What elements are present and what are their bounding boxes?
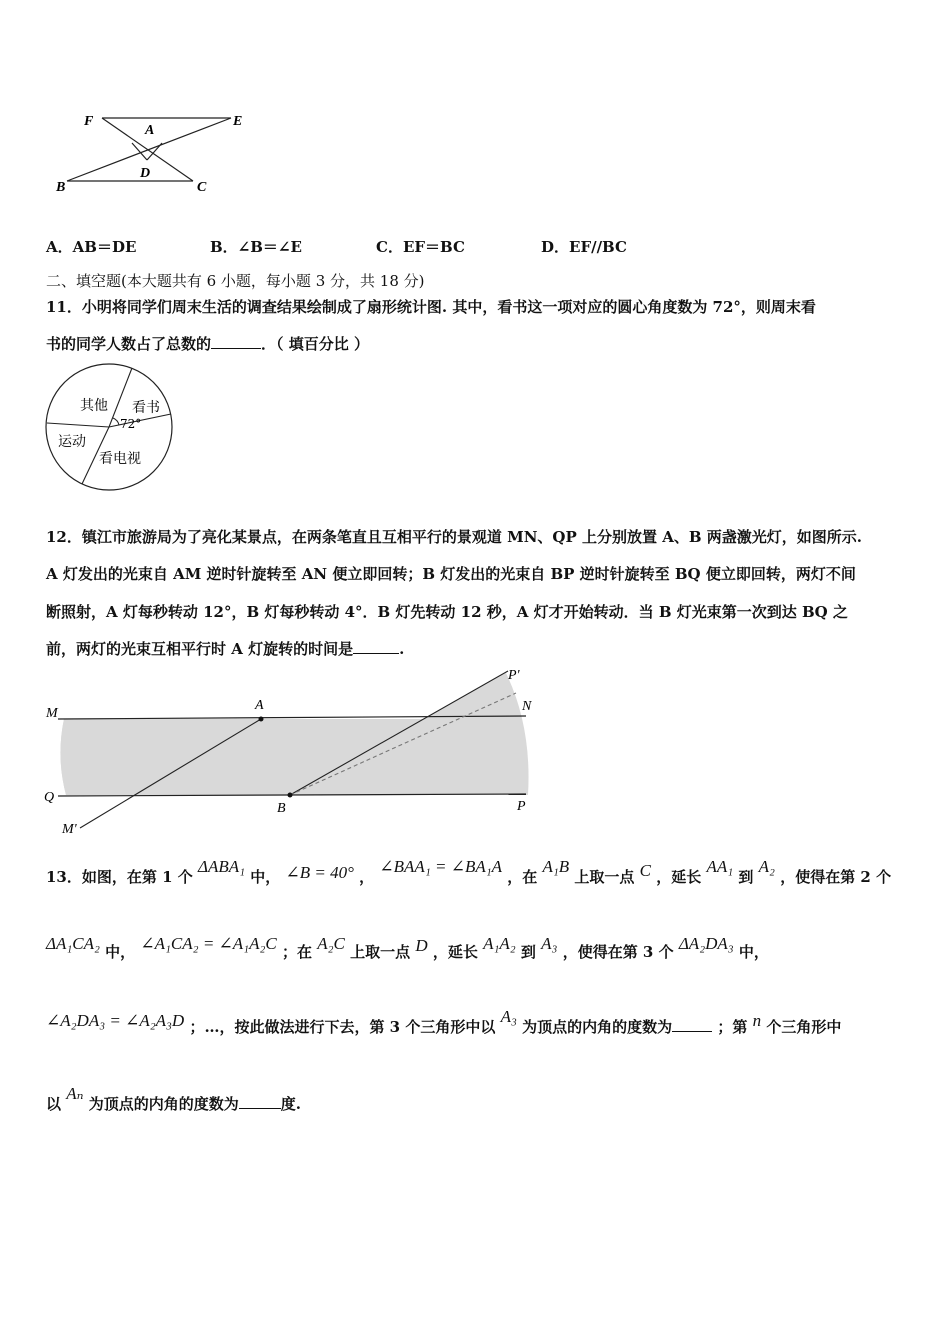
q13-l2-e: 到 (520, 943, 536, 961)
q13-l2-f3: A₂C (317, 934, 345, 953)
label-N: N (522, 699, 532, 714)
option-b: B．∠B＝∠E (210, 238, 302, 256)
q13-l3-a: ；…，按此做法进行下去，第 3 个三角形中以 (189, 1018, 496, 1036)
q12-line4b: . (399, 640, 405, 658)
q12-line3: 断照射，A 灯每秒转动 12°，B 灯每秒转动 4°．B 灯先转动 12 秒，A 灯才开始转动．当 B 灯光束第一次到达 BQ 之 (46, 603, 848, 621)
q13-l4-f1: Aₙ (66, 1084, 84, 1103)
label-P: P (517, 799, 526, 814)
q13-l2-f7: ΔA₂DA₃ (678, 934, 734, 953)
q13-l2-c: 上取一点 (350, 943, 411, 961)
section2-heading: 二、填空题(本大题共有 6 小题，每小题 3 分，共 18 分) (46, 272, 425, 290)
q13-l2-f2: ∠A₁CA₂ = ∠A₁A₂C (140, 934, 277, 953)
q13-l3-d: 个三角形中 (766, 1018, 842, 1036)
point-A (259, 717, 264, 722)
q13-l2-f1: ΔA₁CA₂ (46, 934, 100, 953)
label-Q: Q (44, 790, 55, 805)
option-a: A．AB＝DE (46, 238, 137, 256)
q13-l1-f7: A₂ (758, 857, 775, 876)
q12-answer-blank[interactable] (353, 639, 399, 654)
q13-l1-f1: ΔABA₁ (198, 857, 246, 876)
pie-label-tv: 看电视 (99, 451, 141, 467)
q13-l2-f5: A₁A₂ (483, 934, 516, 953)
q13-answer-blank-2[interactable] (239, 1094, 281, 1109)
q13-answer-blank-1[interactable] (672, 1017, 712, 1032)
label-C: C (197, 180, 207, 195)
q13-l1-e: 上取一点 (574, 868, 635, 886)
label-M-prime: M' (62, 822, 77, 837)
q12-line2: A 灯发出的光束自 AM 逆时针旋转至 AN 便立即回转；B 灯发出的光束自 BP 逆时针旋转至 BQ 便立即回转，两灯不间 (46, 565, 856, 583)
option-d: D．EF//BC (541, 238, 627, 256)
q13-l1-a: 13．如图，在第 1 个 (46, 868, 193, 886)
pie-label-angle: 72° (120, 417, 142, 431)
q13-line1 (46, 857, 892, 887)
pie-label-other: 其他 (80, 398, 108, 414)
label-E: E (233, 114, 243, 129)
q12-line1: 12．镇江市旅游局为了亮化某景点，在两条笔直且互相平行的景观道 MN、QP 上分别放置 A、B 两盏激光灯，如图所示. (46, 528, 862, 546)
q13-l2-f4: D (415, 936, 428, 955)
q13-l3-b: 为顶点的内角的度数为 (522, 1018, 673, 1036)
pie-label-read: 看书 (132, 400, 160, 416)
q13-l1-c: ， (359, 868, 375, 886)
q13-l1-b: 中， (250, 868, 281, 886)
q13-l1-h: 到 (738, 868, 754, 886)
q13-l3-c: ；第 (717, 1018, 748, 1036)
figure-q10 (50, 105, 260, 200)
q13-l4-a: 以 (46, 1095, 62, 1113)
label-P-prime: P' (508, 668, 520, 683)
q13-l2-b: ；在 (281, 943, 312, 961)
q13-l3-f1: ∠A₂DA₃ = ∠A₂A₃D (46, 1011, 185, 1030)
q13-l3-f2: A₃ (500, 1007, 517, 1026)
q13-l1-f4: A₁B (542, 857, 570, 876)
q11-line1: 11．小明将同学们周末生活的调查结果绘制成了扇形统计图. 其中，看书这一项对应的圆心角度数为 72°，则周末看 (46, 298, 816, 316)
q13-l1-f5: C (639, 861, 652, 880)
q13-l1-f2: ∠B = 40° (285, 863, 354, 882)
label-A-q12: A (255, 698, 264, 713)
pie-label-sport: 运动 (58, 434, 86, 450)
q12-line4 (46, 638, 404, 659)
label-F: F (84, 114, 94, 129)
q13-line2 (46, 934, 769, 962)
q13-l1-f3: ∠BAA₁ = ∠BA₁A (379, 857, 503, 876)
q11-answer-blank[interactable] (211, 334, 261, 349)
q13-l4-b: 为顶点的内角的度数为 (88, 1095, 239, 1113)
q13-l3-f3: n (752, 1011, 762, 1030)
q13-l2-h: 中， (738, 943, 769, 961)
q13-line3 (46, 1007, 842, 1037)
figure-q11-pie (44, 362, 178, 496)
label-M: M (46, 706, 58, 721)
q13-l1-i: ，使得在第 2 个 (780, 868, 892, 886)
q11-line2 (46, 333, 369, 354)
label-B: B (56, 180, 66, 195)
q13-l2-d: ，延长 (432, 943, 478, 961)
q13-l2-g: ，使得在第 3 个 (562, 943, 674, 961)
q13-l4-c: 度. (280, 1095, 302, 1113)
q11-line2a: 书的同学人数占了总数的 (46, 335, 212, 353)
q13-l2-f6: A₃ (541, 934, 558, 953)
label-B-q12: B (277, 801, 286, 816)
q12-line4a: 前，两灯的光束互相平行时 A 灯旋转的时间是 (46, 640, 354, 658)
q13-l2-a: 中， (105, 943, 136, 961)
figure-q12 (40, 665, 560, 837)
option-c: C．EF＝BC (376, 238, 465, 256)
q13-l1-g: ，延长 (656, 868, 702, 886)
q13-line4 (46, 1084, 302, 1114)
q13-l1-f6: AA₁ (706, 857, 734, 876)
label-A: A (145, 123, 155, 138)
point-B (288, 793, 293, 798)
q11-line2b: ．（ 填百分比 ） (261, 335, 369, 353)
q13-l1-d: ，在 (507, 868, 538, 886)
label-D: D (140, 166, 151, 181)
